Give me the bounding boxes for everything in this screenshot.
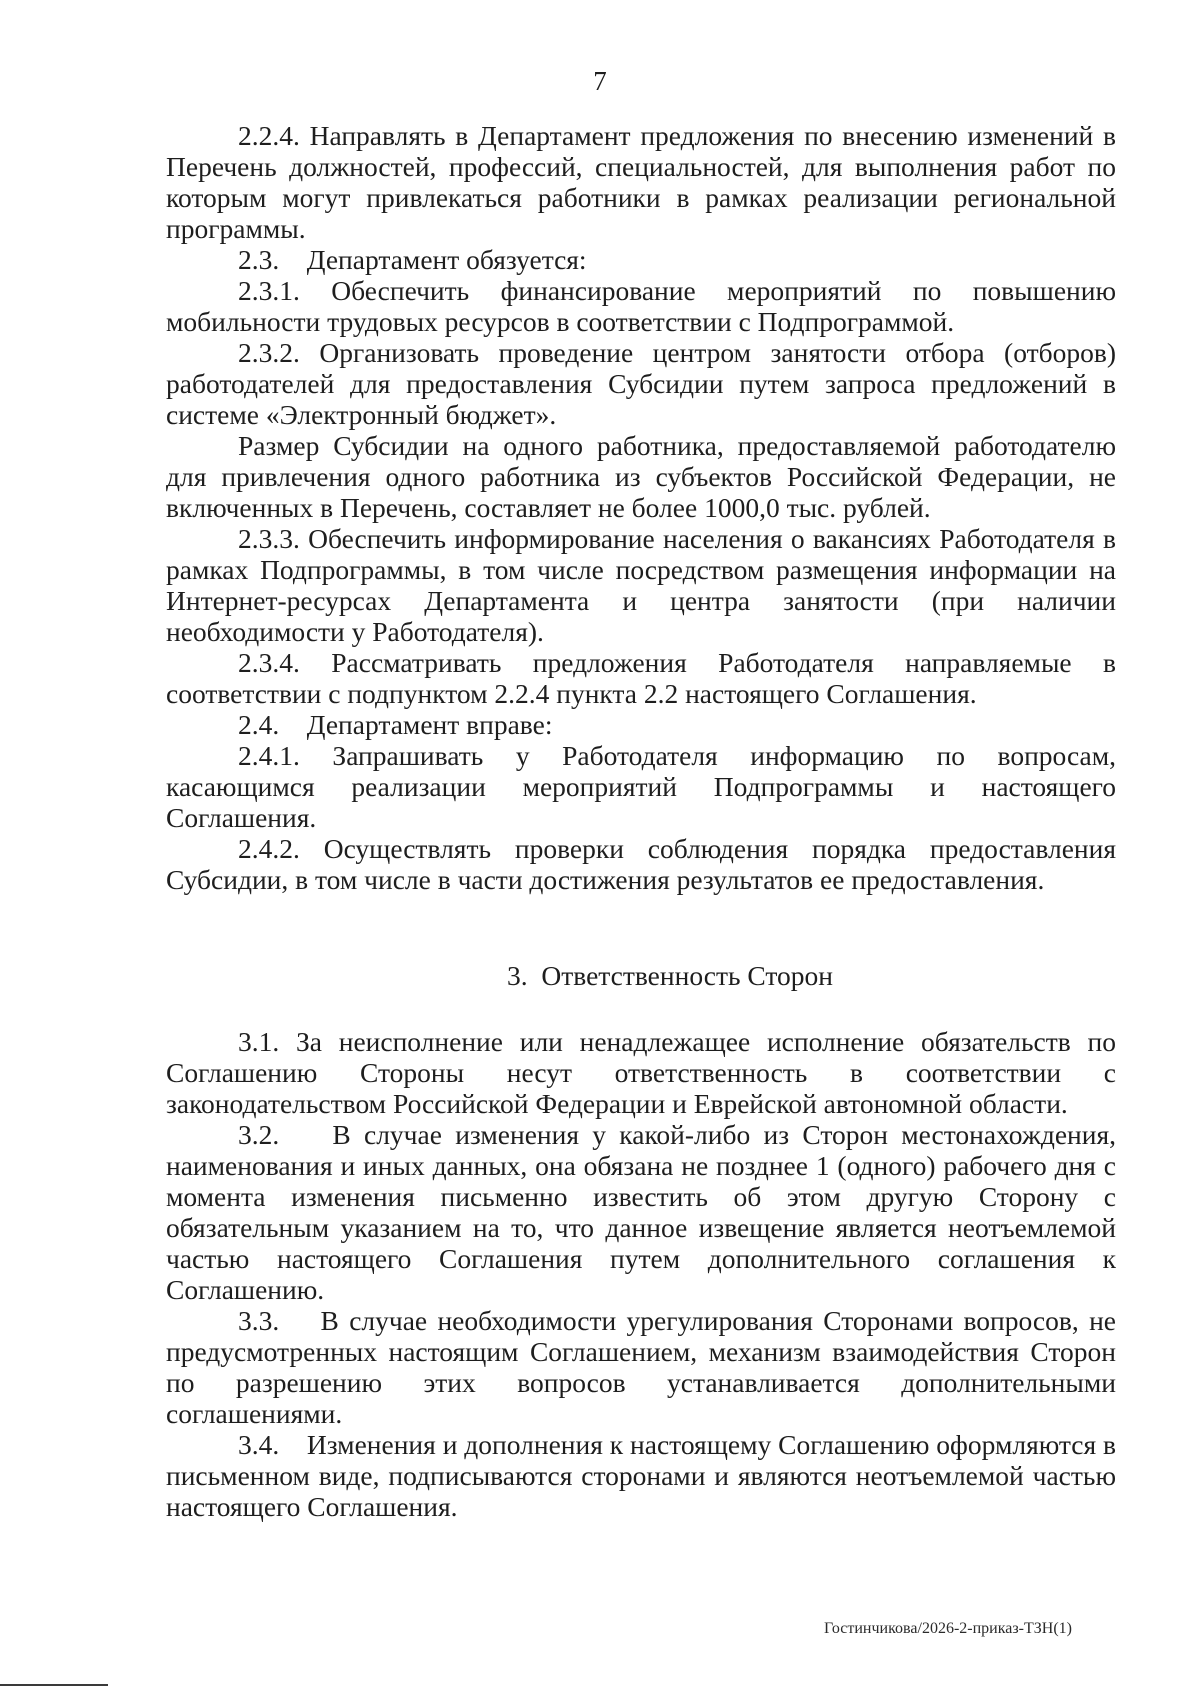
section-3-body: [166, 1026, 1123, 1522]
paragraph-3-2: 3.2. В случае изменения у какой-либо из Сторон местонахождения, наименования и иных данных, она обязана не позднее 1 (одного) рабочего дня с момента изменения письменно известить об этом другую Сторону с обязательным указанием на то, что данное извещение является неотъемлемой частью настоящего Соглашения путем дополнительного соглашения к Соглашению.: [166, 1119, 1123, 1305]
paragraph-2-4-2: 2.4.2. Осуществлять проверки соблюдения порядка предоставления Субсидии, в том числе в части достижения результатов ее предоставления.: [166, 833, 1116, 895]
paragraph-2-3: 2.3. Департамент обязуется:: [238, 244, 587, 275]
paragraph-2-2-4: 2.2.4. Направлять в Департамент предложения по внесению изменений в Перечень должностей, профессий, специальностей, для выполнения работ по которым могут привлекаться работники в рамках реализации региональной программы.: [166, 120, 1116, 244]
paragraph-2-3-3: 2.3.3. Обеспечить информирование населения о вакансиях Работодателя в рамках Подпрограммы, в том числе посредством размещения информации на Интернет-ресурсах Департамента и центра занятости (при наличии необходимости у Работодателя).: [166, 523, 1116, 647]
paragraph-subsidy-amount: Размер Субсидии на одного работника, предоставляемой работодателю для привлечения одного работника из субъектов Российской Федерации, не включенных в Перечень, составляет не более 1000,0 тыс. рублей.: [166, 430, 1116, 523]
paragraph-2-4-1: 2.4.1. Запрашивать у Работодателя информацию по вопросам, касающимся реализации мероприятий Подпрограммы и настоящего Соглашения.: [166, 740, 1116, 833]
paragraph-2-4: 2.4. Департамент вправе:: [238, 709, 553, 740]
paragraph-3-3: 3.3. В случае необходимости урегулирования Сторонами вопросов, не предусмотренных настоящим Соглашением, механизм взаимодействия Сторон по разрешению этих вопросов устанавливается дополнительными соглашениями.: [166, 1305, 1123, 1429]
scan-edge-line: [0, 1684, 108, 1686]
document-footer-code: Гостинчикова/2026-2-приказ-ТЗН(1): [824, 1620, 1072, 1637]
section-2-body: [166, 120, 1116, 895]
paragraph-2-3-4: 2.3.4. Рассматривать предложения Работодателя направляемые в соответствии с подпунктом 2.2.4 пункта 2.2 настоящего Соглашения.: [166, 647, 1116, 709]
paragraph-3-1: 3.1. За неисполнение или ненадлежащее исполнение обязательств по Соглашению Стороны несут ответственность в соответствии с законодательством Российской Федерации и Еврейской автономной области.: [166, 1026, 1116, 1119]
section-3-heading: 3. Ответственность Сторон: [507, 960, 833, 991]
paragraph-3-4: 3.4. Изменения и дополнения к настоящему Соглашению оформляются в письменном виде, подписываются сторонами и являются неотъемлемой частью настоящего Соглашения.: [166, 1429, 1123, 1522]
paragraph-2-3-2: 2.3.2. Организовать проведение центром занятости отбора (отборов) работодателей для предоставления Субсидии путем запроса предложений в системе «Электронный бюджет».: [166, 337, 1116, 430]
page-number: 7: [593, 66, 607, 96]
paragraph-2-3-1: 2.3.1. Обеспечить финансирование мероприятий по повышению мобильности трудовых ресурсов в соответствии с Подпрограммой.: [166, 275, 1116, 337]
